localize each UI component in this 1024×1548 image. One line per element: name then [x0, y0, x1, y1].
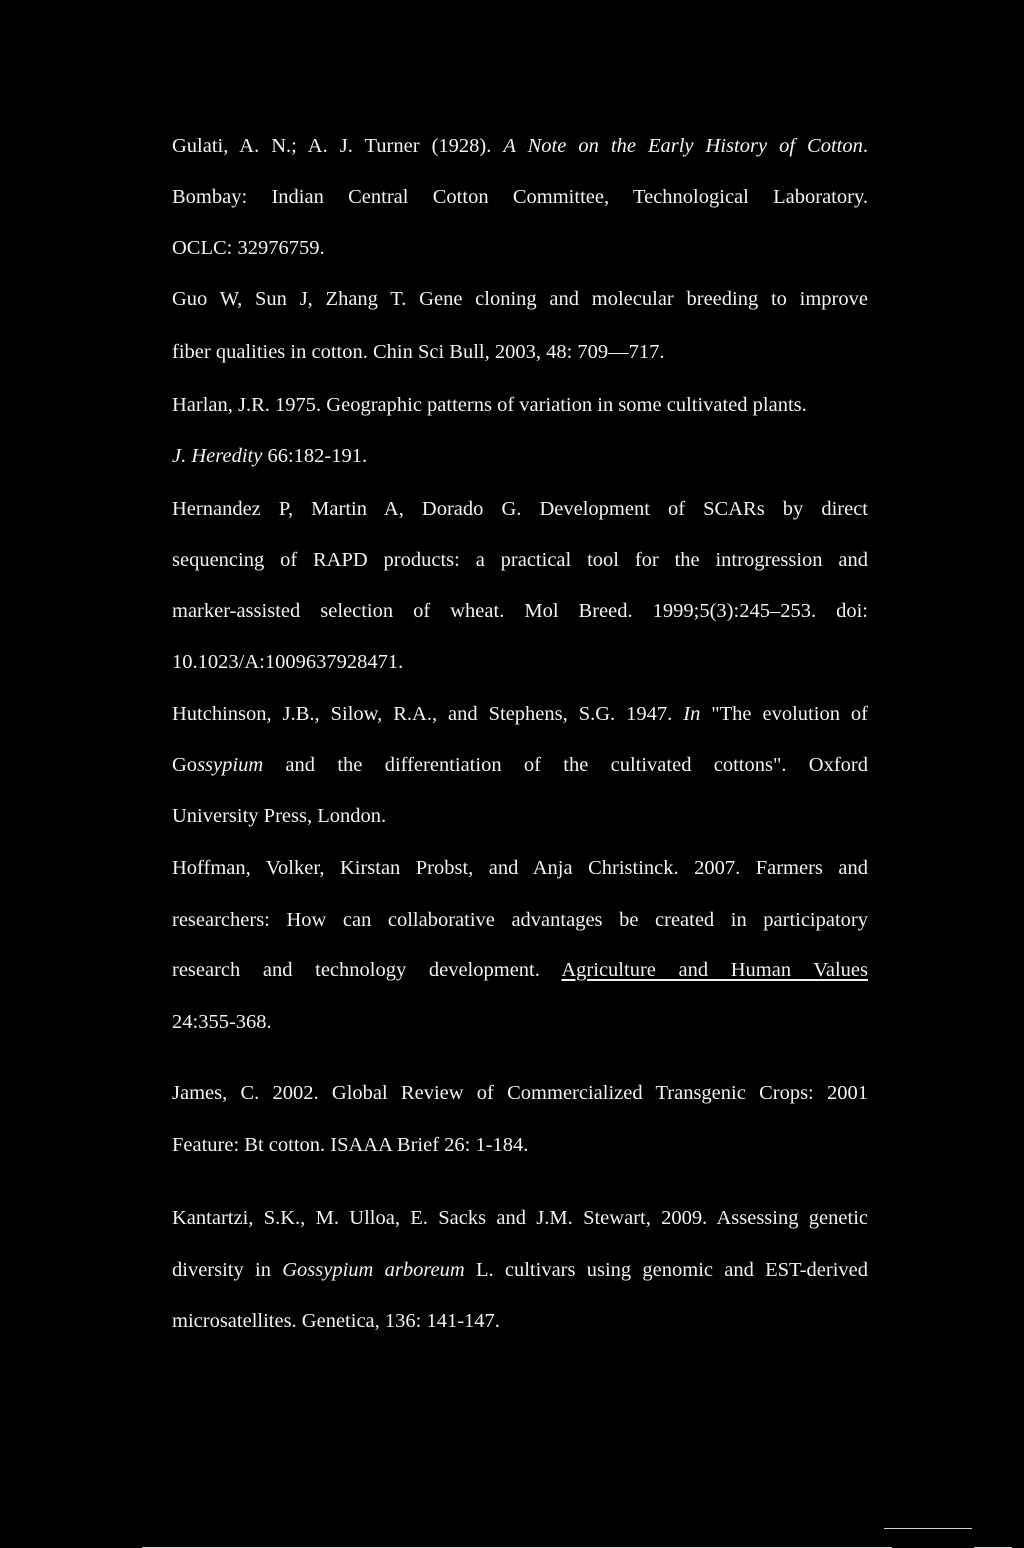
reference-line: [172, 392, 807, 418]
reference-line: [172, 752, 868, 778]
text-segment: Hutchinson, J.B., Silow, R.A., and Stephens, S.G. 1947.: [172, 703, 684, 725]
reference-line: [172, 649, 403, 675]
reference-line: [172, 1205, 868, 1231]
reference-line: [172, 1257, 868, 1283]
italic-text: ssypium: [197, 754, 264, 776]
text-segment: .: [862, 135, 868, 157]
text-segment: Hernandez P, Martin A, Dorado G. Development of SCARs by direct: [172, 498, 868, 520]
reference-line: [172, 286, 868, 312]
reference-line: [172, 496, 868, 522]
text-segment: fiber qualities in cotton. Chin Sci Bull, 2003, 48: 709—717.: [172, 341, 665, 363]
italic-text: J. Heredity: [172, 445, 263, 467]
reference-line: [172, 235, 325, 261]
italic-text: Gossypium arboreum: [282, 1259, 465, 1281]
reference-line: [172, 443, 367, 469]
reference-line: [172, 1009, 272, 1035]
reference-line: [172, 133, 868, 159]
text-segment: research and technology development.: [172, 959, 562, 981]
reference-line: [172, 855, 868, 881]
text-segment: and the differentiation of the cultivated cottons". Oxford: [263, 754, 868, 776]
underlined-text: Agriculture and Human Values: [561, 959, 868, 981]
text-segment: microsatellites. Genetica, 136: 141-147.: [172, 1310, 500, 1332]
reference-line: [172, 1132, 528, 1158]
text-segment: marker-assisted selection of wheat. Mol Breed. 1999;5(3):245–253. doi:: [172, 600, 868, 622]
text-segment: OCLC: 32976759.: [172, 237, 325, 259]
text-segment: James, C. 2002. Global Review of Commercialized Transgenic Crops: 2001: [172, 1082, 868, 1104]
reference-line: [172, 547, 868, 573]
text-segment: University Press, London.: [172, 805, 387, 827]
text-segment: Kantartzi, S.K., M. Ulloa, E. Sacks and J.M. Stewart, 2009. Assessing genetic: [172, 1207, 868, 1229]
reference-line: [172, 598, 868, 624]
footer-rule-top: [884, 1528, 972, 1529]
text-segment: Go: [172, 754, 198, 776]
text-segment: "The evolution of: [700, 703, 868, 725]
text-segment: diversity in: [172, 1259, 283, 1281]
reference-line: [172, 339, 665, 365]
text-segment: 10.1023/A:1009637928471.: [172, 651, 404, 673]
reference-line: [172, 957, 868, 983]
text-segment: 24:355-368.: [172, 1011, 272, 1033]
reference-line: [172, 803, 386, 829]
reference-line: [172, 907, 868, 933]
text-segment: Bombay: Indian Central Cotton Committee, Technological Laboratory.: [172, 186, 868, 208]
text-segment: Guo W, Sun J, Zhang T. Gene cloning and molecular breeding to improve: [172, 288, 868, 310]
italic-text: In: [683, 703, 701, 725]
text-segment: Gulati, A. N.; A. J. Turner (1928).: [172, 135, 504, 157]
reference-line: [172, 1308, 500, 1334]
text-segment: Feature: Bt cotton. ISAAA Brief 26: 1-184.: [172, 1134, 529, 1156]
text-segment: sequencing of RAPD products: a practical tool for the introgression and: [172, 549, 868, 571]
reference-line: [172, 1080, 868, 1106]
text-segment: researchers: How can collaborative advantages be created in participatory: [172, 909, 868, 931]
reference-line: [172, 701, 868, 727]
text-segment: 66:182-191.: [262, 445, 368, 467]
reference-line: [172, 184, 868, 210]
text-segment: Hoffman, Volker, Kirstan Probst, and Anja Christinck. 2007. Farmers and: [172, 857, 868, 879]
italic-text: A Note on the Early History of Cotton: [503, 135, 863, 157]
text-segment: L. cultivars using genomic and EST-derived: [464, 1259, 868, 1281]
text-segment: Harlan, J.R. 1975. Geographic patterns of variation in some cultivated plants.: [172, 394, 807, 416]
